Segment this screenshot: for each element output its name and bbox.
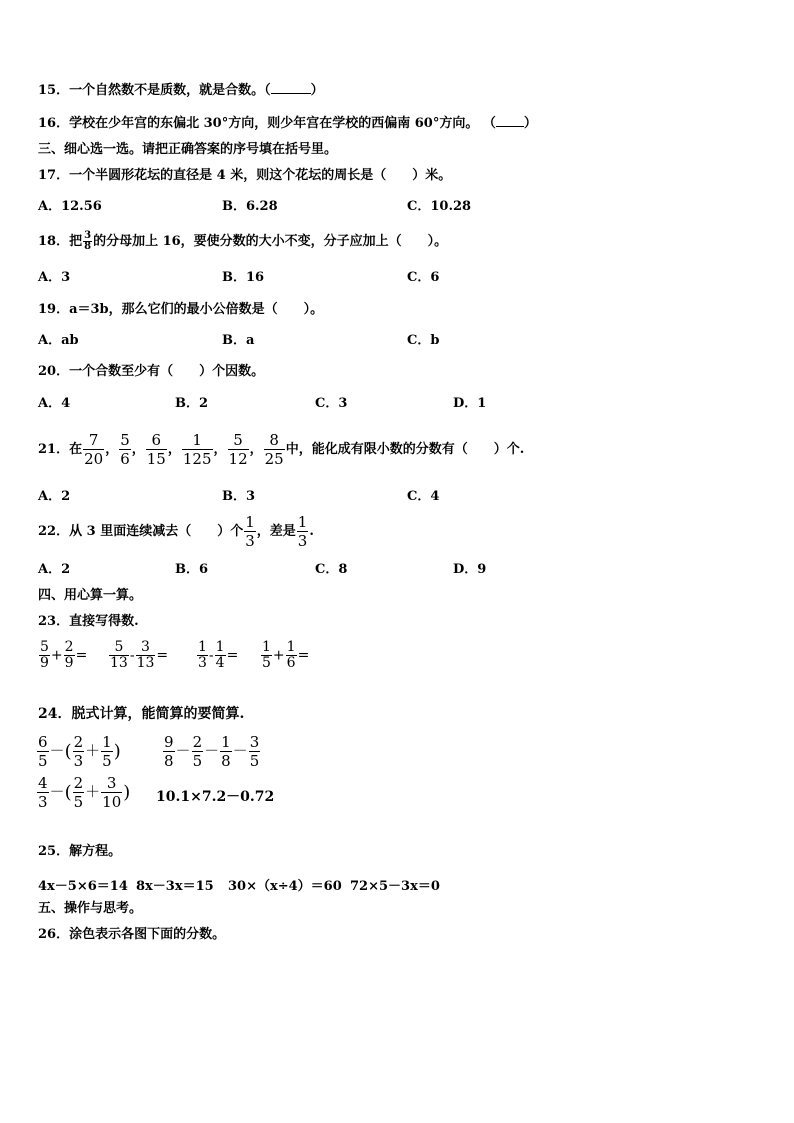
question-21: 21．在 $\frac{7}{20}$ ， $\frac{5}{6}$ ， $\frac{6}{15}$ ， $\frac{1}{125}$ ， $\frac{5}{12}$ ， $\frac{8}{25}$ 中，能化成有限小数的分数有（ ）个. [38, 431, 525, 468]
q21-option-b: B．3 [222, 489, 256, 504]
question-23-title: 23．直接写得数. [38, 614, 139, 629]
question-20: 20．一个合数至少有（ ）个因数。 [38, 364, 265, 379]
q21-option-a: A．2 [38, 489, 71, 504]
question-16: 16．学校在少年宫的东偏北 30°方向，则少年宫在学校的西偏南 60°方向。 （ ） [38, 116, 537, 131]
q25-equation-2: 8x－3x＝15 [136, 879, 214, 894]
q24-expression-4: 10.1×7.2－0.72 [156, 789, 275, 805]
q24-expression-1: $\frac{6}{5}$ －( $\frac{2}{3}$ ＋ $\frac{1}{5}$ ) [38, 733, 121, 770]
q22-option-d: D．9 [453, 562, 487, 577]
question-22: 22．从 3 里面连续减去（ ）个 $\frac{1}{3}$ ，差是 $\frac{1}{3}$ . [38, 513, 314, 550]
fraction: $\frac{5}{12}$ [228, 431, 248, 468]
q22-option-a: A．2 [38, 562, 71, 577]
q20-option-a: A．4 [38, 396, 71, 411]
question-17: 17．一个半圆形花坛的直径是 4 米，则这个花坛的周长是（ ）米。 [38, 168, 452, 183]
q21-option-c: C．4 [407, 489, 440, 504]
q20-option-d: D．1 [453, 396, 487, 411]
fraction: $\frac{8}{25}$ [264, 431, 284, 468]
fraction: $\frac{1}{3}$ [245, 513, 255, 550]
question-24-title: 24．脱式计算，能简算的要简算. [38, 706, 245, 722]
q25-equation-1: 4x－5×6＝14 [38, 879, 128, 894]
q18-option-c: C．6 [407, 270, 440, 285]
fraction: $\frac{7}{20}$ [84, 431, 104, 468]
q17-option-a: A．12.56 [38, 199, 102, 214]
question-26: 26．涂色表示各图下面的分数。 [38, 927, 226, 942]
q18-option-b: B．16 [222, 270, 265, 285]
q20-option-b: B．2 [175, 396, 209, 411]
q23-expression-3: $\frac{1}{3}$ - $\frac{1}{4}$ = [198, 639, 239, 671]
question-19: 19．a＝3b，那么它们的最小公倍数是（ ）。 [38, 302, 324, 317]
q17-option-c: C．10.28 [407, 199, 472, 214]
fraction: $\frac{1}{125}$ [182, 431, 212, 468]
q20-option-c: C．3 [315, 396, 348, 411]
fraction: $\frac{6}{15}$ [146, 431, 166, 468]
question-15: 15．一个自然数不是质数，就是合数。（ ） [38, 83, 324, 98]
q17-option-b: B．6.28 [222, 199, 278, 214]
q23-expression-2: $\frac{5}{13}$ - $\frac{3}{13}$ = [110, 639, 169, 671]
q24-expression-2: $\frac{9}{8}$ － $\frac{2}{5}$ － $\frac{1}{8}$ － $\frac{3}{5}$ [164, 733, 260, 770]
section-4-heading: 四、用心算一算。 [38, 588, 143, 603]
q22-option-c: C．8 [315, 562, 348, 577]
q18-option-a: A．3 [38, 270, 71, 285]
q24-expression-3: $\frac{4}{3}$ －( $\frac{2}{5}$ ＋ $\frac{3}{10}$ ) [38, 774, 131, 811]
answer-blank [271, 93, 311, 94]
fraction: $\frac{1}{3}$ [297, 513, 308, 550]
section-5-heading: 五、操作与思考。 [38, 901, 143, 916]
q23-expression-1: $\frac{5}{9}$ + $\frac{2}{9}$ = [40, 639, 88, 671]
fraction: $\frac{5}{6}$ [120, 431, 130, 468]
section-3-heading: 三、细心选一选。请把正确答案的序号填在括号里。 [38, 142, 338, 157]
question-16-text: 16．学校在少年宫的东偏北 30°方向，则少年宫在学校的西偏南 60°方向。 （ [38, 116, 496, 131]
question-18: 18．把 $\frac{3}{8}$ 的分母加上 16，要使分数的大小不变，分子应加上（ ）。 [38, 230, 448, 252]
question-15-text: 15．一个自然数不是质数，就是合数。（ [38, 83, 271, 98]
q19-option-a: A．ab [38, 333, 79, 348]
q19-option-b: B．a [222, 333, 255, 348]
fraction: $\frac{3}{8}$ [84, 230, 92, 252]
q19-option-c: C．b [407, 333, 440, 348]
q23-expression-4: $\frac{1}{5}$ + $\frac{1}{6}$ = [262, 639, 310, 671]
question-25-title: 25．解方程。 [38, 844, 122, 859]
answer-blank [496, 126, 524, 127]
q22-option-b: B．6 [175, 562, 209, 577]
q25-equation-3: 30×（x÷4）＝60 [228, 879, 342, 894]
q25-equation-4: 72×5－3x＝0 [350, 879, 440, 894]
